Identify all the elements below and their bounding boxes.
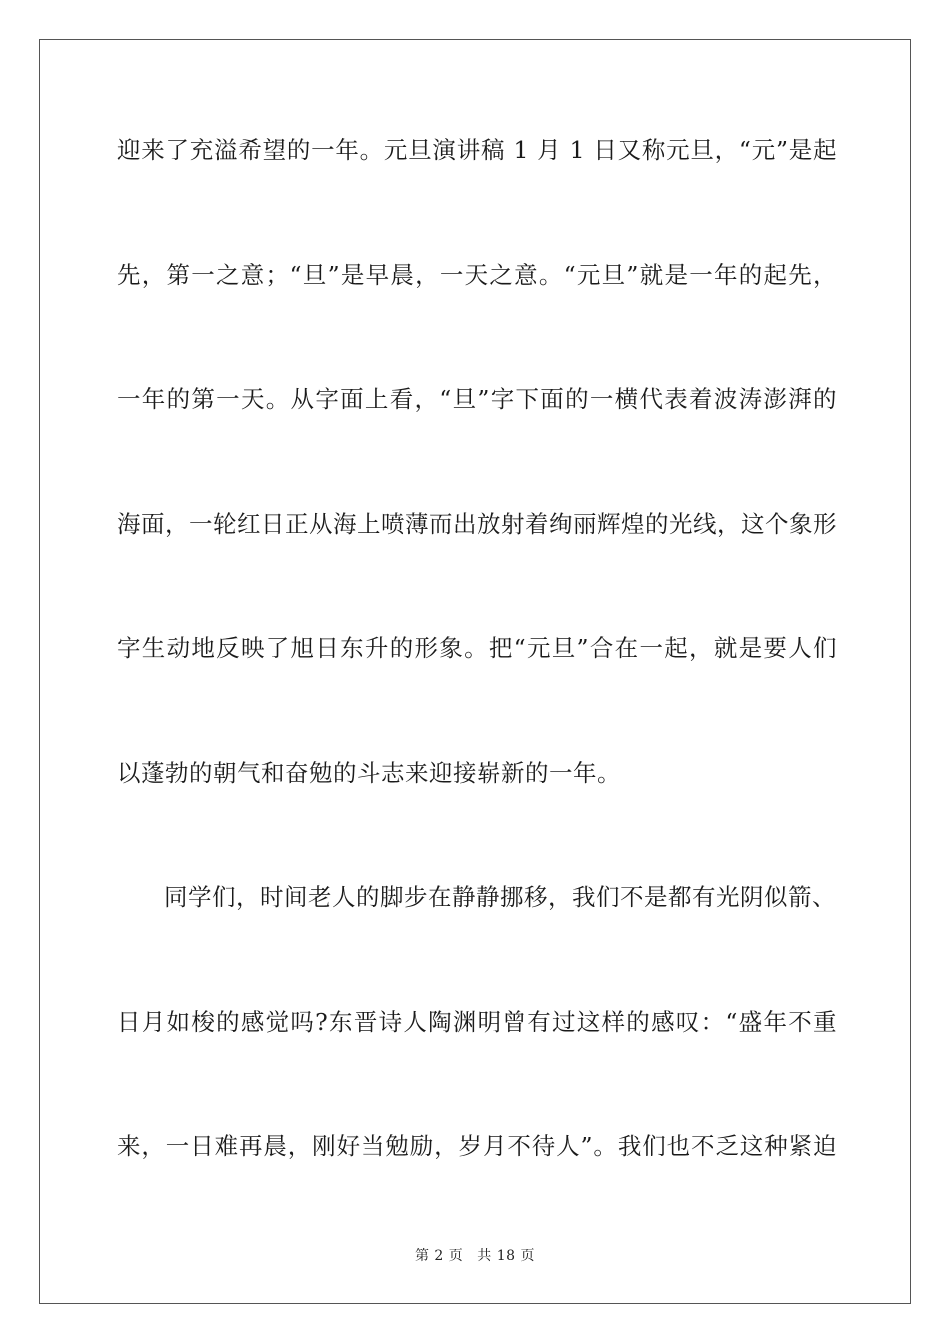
- paragraph-line-2: 先，第一之意；“旦”是早晨，一天之意。“元旦”就是一年的起先，: [117, 260, 837, 289]
- paragraph-line-1: 迎来了充溢希望的一年。元旦演讲稿 1 月 1 日又称元旦，“元”是起: [117, 136, 837, 164]
- document-body: [117, 124, 837, 1245]
- paragraph-line-5: 字生动地反映了旭日东升的形象。把“元旦”合在一起，就是要人们: [117, 634, 837, 662]
- paragraph-line-8: 日月如梭的感觉吗?东晋诗人陶渊明曾有过这样的感叹：“盛年不重: [117, 1007, 837, 1036]
- paragraph-line-4: 海面，一轮红日正从海上喷薄而出放射着绚丽辉煌的光线，这个象形: [117, 509, 837, 538]
- paragraph-line-3: 一年的第一天。从字面上看，“旦”字下面的一横代表着波涛澎湃的: [117, 385, 837, 413]
- paragraph-line-6: 以蓬勃的朝气和奋勉的斗志来迎接崭新的一年。: [117, 758, 621, 787]
- paragraph-line-7: 同学们，时间老人的脚步在静静挪移，我们不是都有光阴似箭、: [164, 883, 836, 911]
- page-total: 共 18 页: [477, 1248, 536, 1264]
- paragraph-line-9: 来，一日难再晨，刚好当勉励，岁月不待人”。我们也不乏这种紧迫: [117, 1132, 837, 1160]
- page-number: 第 2 页: [414, 1248, 464, 1264]
- page-footer: [0, 1245, 950, 1265]
